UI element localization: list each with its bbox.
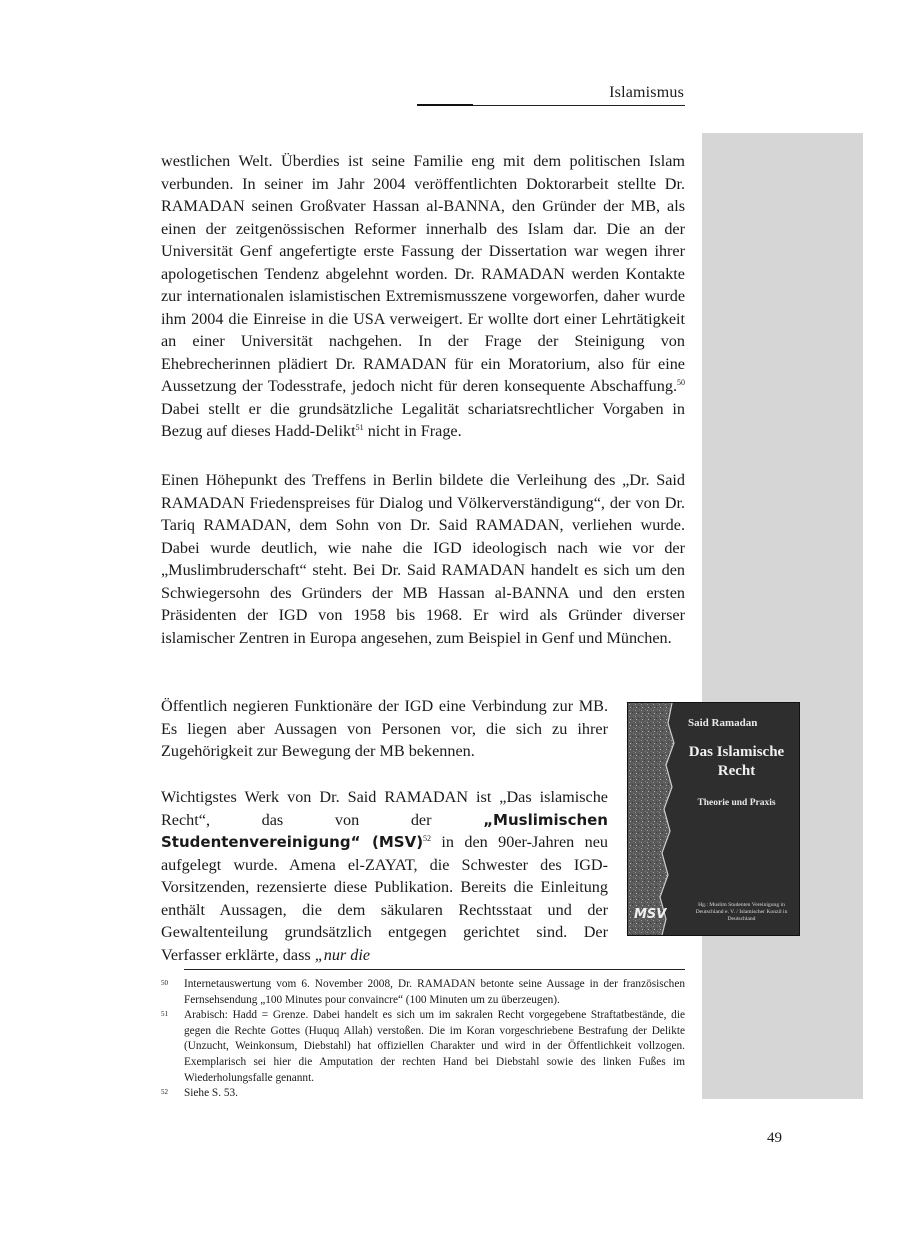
paragraph-text: westlichen Welt. Überdies ist seine Familie eng mit dem politischen Islam verbunden. In seiner im Jahr 2004 veröffentlichten Doktorarbeit stellte Dr. RAMADAN seinen Großvater Hassan al-BANNA, den Gründer der MB, als einen der zeitgenössischen Reformer innerhalb des Islam dar. Die an der Universität Genf angefertigte erste Fassung der Dissertation war wegen ihrer apologetischen Tendenz abgelehnt worden. Dr. RAMADAN werden Kontakte zur internationalen islamistischen Extremismusszene vorgeworfen, daher wurde ihm 2004 die Einreise in die USA verweigert. Er wollte dort einer Lehrtätigkeit an einer Universität nachgehen. In der Frage der Steinigung von Ehebrecherinnen plädiert Dr. RAMADAN für ein Moratorium, also für eine Aussetzung der Todesstrafe, jedoch nicht für deren konsequente Abschaffung.	[161, 152, 685, 395]
book-author: Said Ramadan	[688, 717, 758, 729]
footnote-text: Internetauswertung vom 6. November 2008, Dr. RAMADAN betonte seine Aussage in der französischen Fernsehsendung „100 Minutes pour convaincre“ (100 Minuten um zu überzeugen).	[184, 978, 685, 1006]
msv-logo: MSV	[634, 907, 667, 922]
book-cover-image	[627, 702, 800, 936]
header-rule-accent	[417, 104, 473, 106]
cover-texture	[628, 703, 799, 935]
body-paragraph-1	[161, 150, 685, 443]
footnote-number: 50	[161, 979, 168, 987]
paragraph-text: Dabei stellt er die grundsätzliche Legalität schariatsrechtlicher Vorgaben in Bezug auf dieses Hadd-Delikt	[161, 399, 685, 440]
footnote-text: Arabisch: Hadd = Grenze. Dabei handelt es sich um im sakralen Recht vorgegebene Straftatbestände, die gegen die Rechte Gottes (Huquq Allah) verstoßen. Die im Koran vorgeschriebene Bestrafung der Delikte (Unzucht, Weinkonsum, Diebstahl) hat offiziellen Charakter und wird in der Öffentlichkeit vollzogen. Exemplarisch sei hier die Amputation der rechten Hand bei Diebstahl sowie des linken Fußes im Wiederholungsfalle genannt.	[184, 1009, 685, 1084]
footnote-ref-52[interactable]: 52	[423, 834, 432, 843]
footnote-rule	[184, 969, 685, 970]
footnote-number: 51	[161, 1010, 168, 1019]
book-publisher: Hg.: Muslim Studenten Vereinigung in Deutschland e. V. / Islamischer Konzil in Deutschland	[695, 902, 788, 922]
paragraph-text: in den 90er-Jahren neu aufgelegt wurde. Amena el-ZAYAT, die Schwester des IGD-Vorsitzenden, rezensierte diese Publikation. Bereits die Einleitung enthält Aussagen, die dem säkularen Rechtsstaat und der Gewaltenteilung grundsätzlich entgegen gerichtet sind. Der Verfasser erklärte, dass	[161, 833, 608, 964]
paragraph-text: nicht in Frage.	[363, 422, 462, 440]
footnote-51	[161, 1008, 685, 1086]
footnote-50	[161, 977, 685, 1008]
footnote-number: 52	[161, 1088, 168, 1097]
footnotes	[161, 977, 685, 1102]
book-subtitle: Theorie und Praxis	[697, 798, 776, 808]
book-title: Das Islamische Recht	[688, 744, 785, 779]
paragraph-text: Wichtigstes Werk von Dr. Said RAMADAN ist „Das islamische Recht“, das von der	[161, 788, 608, 829]
italic-quote-start: „nur die	[314, 945, 371, 964]
sidebar-panel	[702, 133, 863, 1099]
running-header-title: Islamismus	[609, 84, 684, 101]
footnote-text: Siehe S. 53.	[184, 1087, 238, 1100]
page-number: 49	[767, 1130, 782, 1146]
footnote-ref-51[interactable]: 51	[355, 423, 364, 432]
body-paragraph-4	[161, 786, 608, 966]
body-paragraph-3: Öffentlich negieren Funktionäre der IGD eine Verbindung zur MB. Es liegen aber Aussagen von Personen vor, die sich zu ihrer Zugehörigkeit zur Bewegung der MB bekennen.	[161, 697, 608, 760]
footnote-ref-50[interactable]: 50	[677, 378, 685, 387]
body-paragraph-2: Einen Höhepunkt des Treffens in Berlin bildete die Verleihung des „Dr. Said RAMADAN Friedenspreises für Dialog und Völkerverständigung“, der von Dr. Tariq RAMADAN, dem Sohn von Dr. Said RAMADAN, verliehen wurde. Dabei wurde deutlich, wie nahe die IGD ideologisch nach wie vor der „Muslimbruderschaft“ steht. Bei Dr. Said RAMADAN handelt es sich um den Schwiegersohn des Gründers der MB Hassan al-BANNA und den ersten Präsidenten der IGD von 1958 bis 1968. Er wird als Gründer diverser islamischer Zentren in Europa angesehen, zum Beispiel in Genf und München.	[161, 471, 685, 647]
footnote-52	[161, 1086, 685, 1102]
bold-organization-name: „Muslimischen Studentenvereinigung“ (MSV)	[161, 810, 608, 851]
